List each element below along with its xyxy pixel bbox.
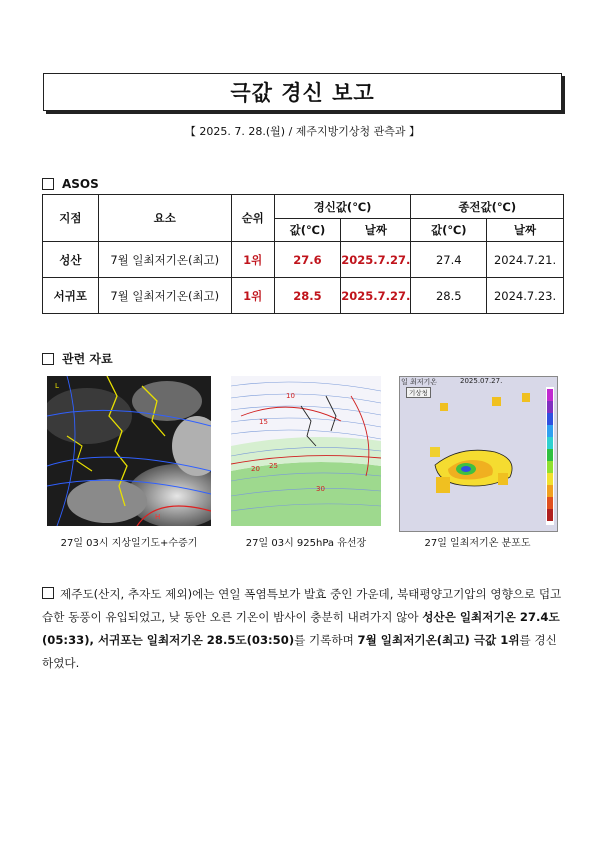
caption-surface-chart: 27일 03시 지상일기도+수증기 xyxy=(60,538,198,549)
section-related-label: 관련 자료 xyxy=(62,352,113,366)
header-new-value: 경신값(℃) xyxy=(274,195,411,219)
map-title: 일 최저기온 xyxy=(401,378,438,386)
cell-new-date: 2025.7.27. xyxy=(341,242,411,278)
streamline-graphic xyxy=(231,376,381,526)
streamline-image xyxy=(231,376,381,530)
cell-prev-date: 2024.7.21. xyxy=(487,242,564,278)
report-subtitle: 【 2025. 7. 28.(월) / 제주지방기상청 관측과 】 xyxy=(184,125,421,138)
cell-element: 7월 일최저기온(최고) xyxy=(98,242,231,278)
surface-chart-graphic xyxy=(47,376,211,526)
map-badge: 기상청 xyxy=(406,387,431,398)
header-new-date: 날짜 xyxy=(341,219,411,242)
cell-station: 성산 xyxy=(43,242,99,278)
section-related xyxy=(42,350,113,367)
surface-chart-image xyxy=(47,376,211,530)
caption-min-temp-map: 27일 일최저기온 분포도 xyxy=(424,538,531,549)
summary-paragraph xyxy=(42,583,567,675)
svg-text:10: 10 xyxy=(286,392,295,400)
cell-prev-date: 2024.7.23. xyxy=(487,278,564,314)
cell-prev-value: 27.4 xyxy=(411,242,487,278)
summary-bold1: 성산은 일최저기온 27.4도(05:33), 서귀포는 일최저기온 28.5도(03:50) xyxy=(42,610,560,647)
table-row xyxy=(43,278,564,314)
cell-prev-value: 28.5 xyxy=(411,278,487,314)
header-prev-date: 날짜 xyxy=(487,219,564,242)
svg-text:20: 20 xyxy=(251,465,260,473)
cell-rank: 1위 xyxy=(231,242,274,278)
svg-text:30: 30 xyxy=(316,485,325,493)
header-rank: 순위 xyxy=(231,195,274,242)
header-station: 지점 xyxy=(43,195,99,242)
header-new-val: 값(℃) xyxy=(274,219,341,242)
cell-new-value: 28.5 xyxy=(274,278,341,314)
summary-part3: 를 경신하였다. xyxy=(42,633,557,670)
cell-element: 7월 일최저기온(최고) xyxy=(98,278,231,314)
svg-text:15: 15 xyxy=(259,418,268,426)
caption-streamline: 27일 03시 925hPa 유선장 xyxy=(245,538,367,549)
header-element: 요소 xyxy=(98,195,231,242)
min-temp-map-graphic xyxy=(400,377,557,531)
header-prev-value: 종전값(℃) xyxy=(411,195,564,219)
title-box xyxy=(43,73,562,111)
min-temp-map-image xyxy=(399,376,558,532)
checkbox-icon xyxy=(42,353,54,365)
svg-text:H: H xyxy=(155,513,161,521)
summary-part1: 제주도(산지, 추자도 제외)에는 연일 폭염특보가 발효 중인 가운데, 북태평양고기압의 영향으로 덥고 습한 동풍이 유입되었고, 낮 동안 오른 기온이 밤사이 충분히 내려가지 않아 xyxy=(42,587,562,624)
header-prev-val: 값(℃) xyxy=(411,219,487,242)
asos-table xyxy=(42,194,564,314)
cell-new-value: 27.6 xyxy=(274,242,341,278)
cell-new-date: 2025.7.27. xyxy=(341,278,411,314)
table-row xyxy=(43,242,564,278)
cell-rank: 1위 xyxy=(231,278,274,314)
map-date: 2025.07.27. xyxy=(460,377,503,385)
page-title: 극값 경신 보고 xyxy=(230,81,375,105)
cell-station: 서귀포 xyxy=(43,278,99,314)
summary-bold2: 7월 일최저기온(최고) 극값 1위 xyxy=(357,633,520,647)
svg-text:25: 25 xyxy=(269,462,278,470)
summary-part2: 를 기록하며 xyxy=(294,633,358,647)
section-asos xyxy=(42,177,99,191)
checkbox-icon xyxy=(42,178,54,190)
section-asos-label: ASOS xyxy=(62,177,99,191)
svg-text:L: L xyxy=(55,382,59,390)
checkbox-icon xyxy=(42,587,54,599)
